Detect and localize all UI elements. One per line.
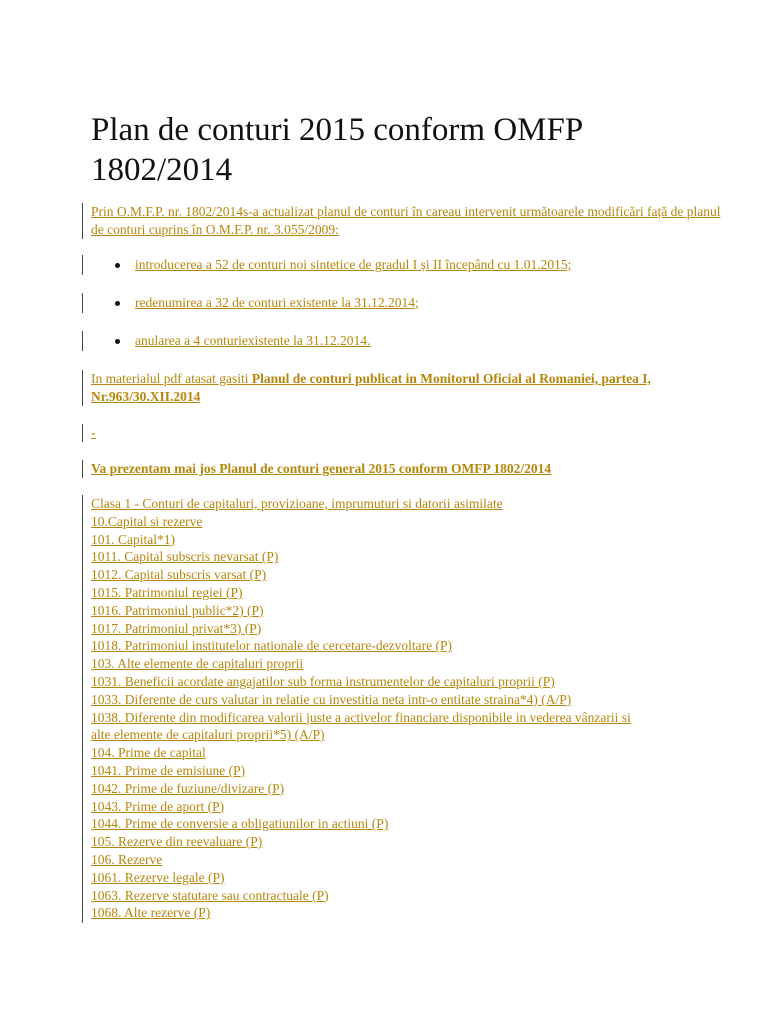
bullet-block-2 (82, 293, 731, 313)
account-item[interactable]: 1031. Beneficii acordate angajatilor sub forma instrumentelor de capitaluri proprii (P) (91, 673, 555, 689)
account-item[interactable]: 1018. Patrimoniul institutelor nationale de cercetare-dezvoltare (P) (91, 638, 452, 654)
bullet-link-3[interactable]: anularea a 4 conturiexistente la 31.12.2014. (135, 333, 371, 348)
account-item[interactable]: 1033. Diferente de curs valutar in relatie cu investitia neta intr-o entitate straina*4) (A/P) (91, 691, 572, 707)
account-item[interactable]: 1063. Rezerve statutare sau contractuale (P) (91, 887, 329, 903)
bullet-link-2[interactable]: redenumirea a 32 de conturi existente la 31.12.2014; (135, 295, 419, 310)
account-item[interactable]: 1016. Patrimoniul public*2) (P) (91, 602, 264, 618)
account-item[interactable]: Clasa 1 - Conturi de capitaluri, provizioane, imprumuturi si datorii asimilate (91, 496, 503, 511)
account-item[interactable]: 105. Rezerve din reevaluare (P) (91, 834, 263, 850)
page-title: Plan de conturi 2015 conform OMFP 1802/2014 (91, 112, 582, 188)
pdf-note-block (82, 370, 731, 406)
pdf-note-bold: Planul de conturi publicat in Monitorul Oficial al Romaniei, partea I, Nr.963/30.XII.2014 (91, 371, 651, 404)
bullet-block-1 (82, 255, 731, 275)
dash-link[interactable]: - (91, 425, 96, 440)
bullet-icon (115, 301, 120, 306)
account-item[interactable]: 1011. Capital subscris nevarsat (P) (91, 549, 279, 565)
account-item[interactable]: 1042. Prime de fuziune/divizare (P) (91, 780, 285, 796)
account-item[interactable]: 101. Capital*1) (91, 531, 175, 547)
account-item[interactable]: 1012. Capital subscris varsat (P) (91, 567, 267, 583)
account-item[interactable]: 1017. Patrimoniul privat*3) (P) (91, 620, 262, 636)
account-item[interactable]: 1061. Rezerve legale (P) (91, 869, 225, 885)
bullet-link-1[interactable]: introducerea a 52 de conturi noi sintetice de gradul I și II începând cu 1.01.2015; (135, 257, 572, 272)
heading2-block (82, 460, 731, 478)
account-item[interactable]: 1015. Patrimoniul regiei (P) (91, 584, 243, 600)
account-item[interactable]: 1068. Alte rezerve (P) (91, 905, 211, 921)
intro-block (82, 203, 731, 239)
bullet-block-3 (82, 331, 731, 351)
account-item[interactable]: 1043. Prime de aport (P) (91, 798, 225, 814)
account-item[interactable]: 103. Alte elemente de capitaluri proprii (91, 656, 304, 672)
account-item[interactable]: 104. Prime de capital (91, 745, 206, 761)
account-list (82, 495, 731, 923)
dash-block (82, 424, 731, 442)
account-item[interactable]: 1038. Diferente din modificarea valorii juste a activelor financiare disponibile in vederea vânzarii si alte elemente de capitaluri proprii*5) (A/P) (91, 709, 631, 743)
section-heading: Va prezentam mai jos Planul de conturi general 2015 conform OMFP 1802/2014 (91, 461, 552, 476)
account-item[interactable]: 10.Capital si rezerve (91, 513, 203, 529)
section-heading-link[interactable] (91, 461, 551, 476)
pdf-note-link[interactable] (91, 371, 651, 404)
account-item[interactable]: 1044. Prime de conversie a obligatiunilor in actiuni (P) (91, 816, 389, 832)
bullet-icon (115, 339, 120, 344)
pdf-note-prefix: In materialul pdf atasat gasiti (91, 371, 252, 386)
account-item[interactable]: 1041. Prime de emisiune (P) (91, 762, 246, 778)
bullet-icon (115, 263, 120, 268)
account-item[interactable]: 106. Rezerve (91, 851, 163, 867)
intro-link[interactable]: Prin O.M.F.P. nr. 1802/2014s-a actualizat planul de conturi în careau intervenit următoarele modificări față de planul de conturi cuprins în O.M.F.P. nr. 3.055/2009: (91, 204, 721, 237)
